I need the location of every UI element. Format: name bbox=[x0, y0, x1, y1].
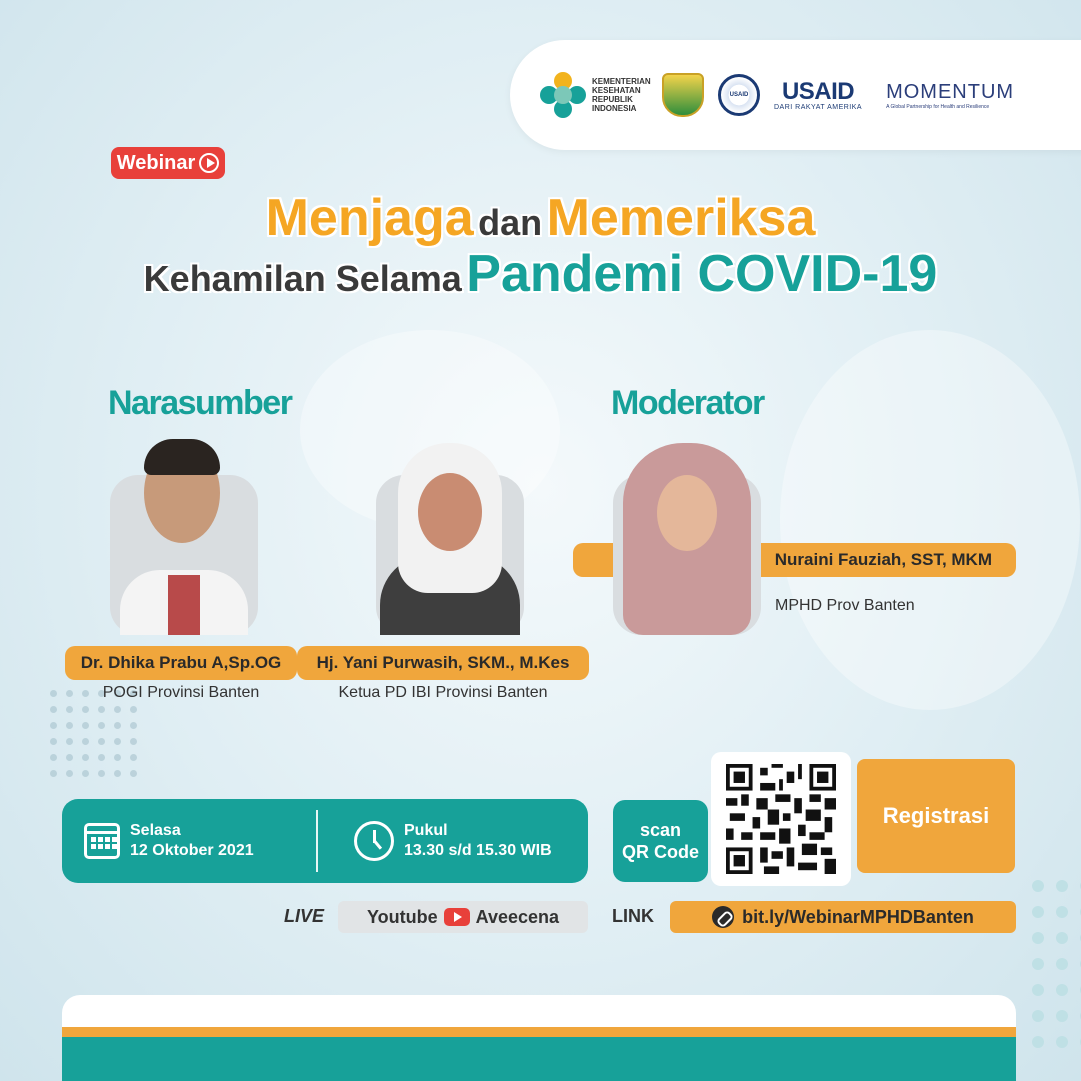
usaid-subtitle: DARI RAKYAT AMERIKA bbox=[774, 103, 863, 111]
kemenkes-logo bbox=[540, 72, 651, 118]
link-label: LINK bbox=[612, 906, 654, 926]
webinar-label: Webinar bbox=[116, 151, 196, 174]
speaker-1-hair bbox=[144, 439, 220, 475]
title-word-kehamilan: Kehamilan Selama bbox=[143, 258, 462, 299]
calendar-icon bbox=[84, 823, 120, 859]
speaker-2-name: Hj. Yani Purwasih, SKM., M.Kes bbox=[297, 646, 589, 680]
live-label: LIVE bbox=[284, 906, 325, 926]
momentum-logo bbox=[886, 81, 1014, 110]
time-heading: Pukul bbox=[404, 822, 448, 839]
speaker-1-role: POGI Provinsi Banten bbox=[102, 684, 260, 701]
bottom-stripe-orange bbox=[62, 1027, 1016, 1037]
schedule-divider bbox=[316, 810, 318, 872]
youtube-label: Youtube bbox=[366, 906, 438, 927]
time-info bbox=[354, 821, 552, 861]
date-label: 12 Oktober 2021 bbox=[130, 842, 254, 859]
title-word-dan: dan bbox=[478, 202, 543, 243]
registration-link[interactable] bbox=[670, 901, 1016, 933]
scan-line-1: scan bbox=[639, 820, 682, 840]
registration-url: bit.ly/WebinarMPHDBanten bbox=[742, 906, 974, 927]
scan-qr-label bbox=[613, 800, 708, 882]
speaker-1-shirt bbox=[168, 575, 200, 635]
usaid-logo bbox=[774, 77, 863, 111]
date-info bbox=[84, 821, 316, 861]
youtube-icon bbox=[444, 908, 470, 926]
dot-pattern bbox=[50, 690, 137, 777]
title-word-memeriksa: Memeriksa bbox=[546, 189, 816, 247]
bottom-stripe-teal bbox=[62, 1037, 1016, 1081]
clock-icon bbox=[354, 821, 394, 861]
speaker-1-name: Dr. Dhika Prabu A,Sp.OG bbox=[65, 646, 297, 680]
link-icon bbox=[712, 906, 734, 928]
moderator-heading: Moderator bbox=[611, 384, 764, 422]
youtube-channel-name: Aveecena bbox=[475, 906, 560, 927]
banten-seal-logo bbox=[662, 73, 704, 117]
title-word-pandemi: Pandemi COVID-19 bbox=[466, 245, 938, 303]
logo-bar bbox=[510, 40, 1081, 150]
us-seal-logo: USAID bbox=[718, 74, 760, 116]
momentum-name: MOMENTUM bbox=[886, 80, 1015, 103]
momentum-subtitle: A Global Partnership for Health and Resilience bbox=[886, 103, 990, 110]
registration-button[interactable]: Registrasi bbox=[857, 759, 1015, 873]
qr-code-icon bbox=[723, 764, 839, 874]
moderator-photo bbox=[613, 475, 761, 635]
time-label: 13.30 s/d 15.30 WIB bbox=[404, 842, 552, 859]
moderator-role: MPHD Prov Banten bbox=[775, 597, 915, 614]
day-label: Selasa bbox=[130, 822, 181, 839]
bottom-bar bbox=[62, 995, 1016, 1081]
background-hand-shape bbox=[780, 330, 1080, 710]
kemenkes-text: KEMENTERIAN KESEHATAN REPUBLIK INDONESIA bbox=[592, 77, 651, 113]
moderator-name: Nuraini Fauziah, SST, MKM bbox=[573, 543, 1016, 577]
scan-line-2: QR Code bbox=[621, 842, 699, 862]
schedule-box bbox=[62, 799, 588, 883]
speaker-2-face bbox=[418, 473, 482, 551]
title-line-2 bbox=[0, 244, 1081, 304]
webinar-badge bbox=[111, 147, 225, 179]
title-word-menjaga: Menjaga bbox=[265, 189, 474, 247]
usaid-name: USAID bbox=[781, 77, 855, 105]
narasumber-heading: Narasumber bbox=[108, 384, 292, 422]
play-icon bbox=[199, 153, 219, 173]
speaker-1-photo bbox=[110, 475, 258, 635]
kemenkes-icon bbox=[540, 72, 586, 118]
title-line-1 bbox=[0, 188, 1081, 248]
speaker-2-photo bbox=[376, 475, 524, 635]
dot-pattern bbox=[1032, 880, 1081, 1048]
moderator-face bbox=[657, 475, 717, 551]
qr-code[interactable] bbox=[711, 752, 851, 886]
speaker-2-role: Ketua PD IBI Provinsi Banten bbox=[338, 684, 548, 701]
youtube-channel[interactable] bbox=[338, 901, 588, 933]
